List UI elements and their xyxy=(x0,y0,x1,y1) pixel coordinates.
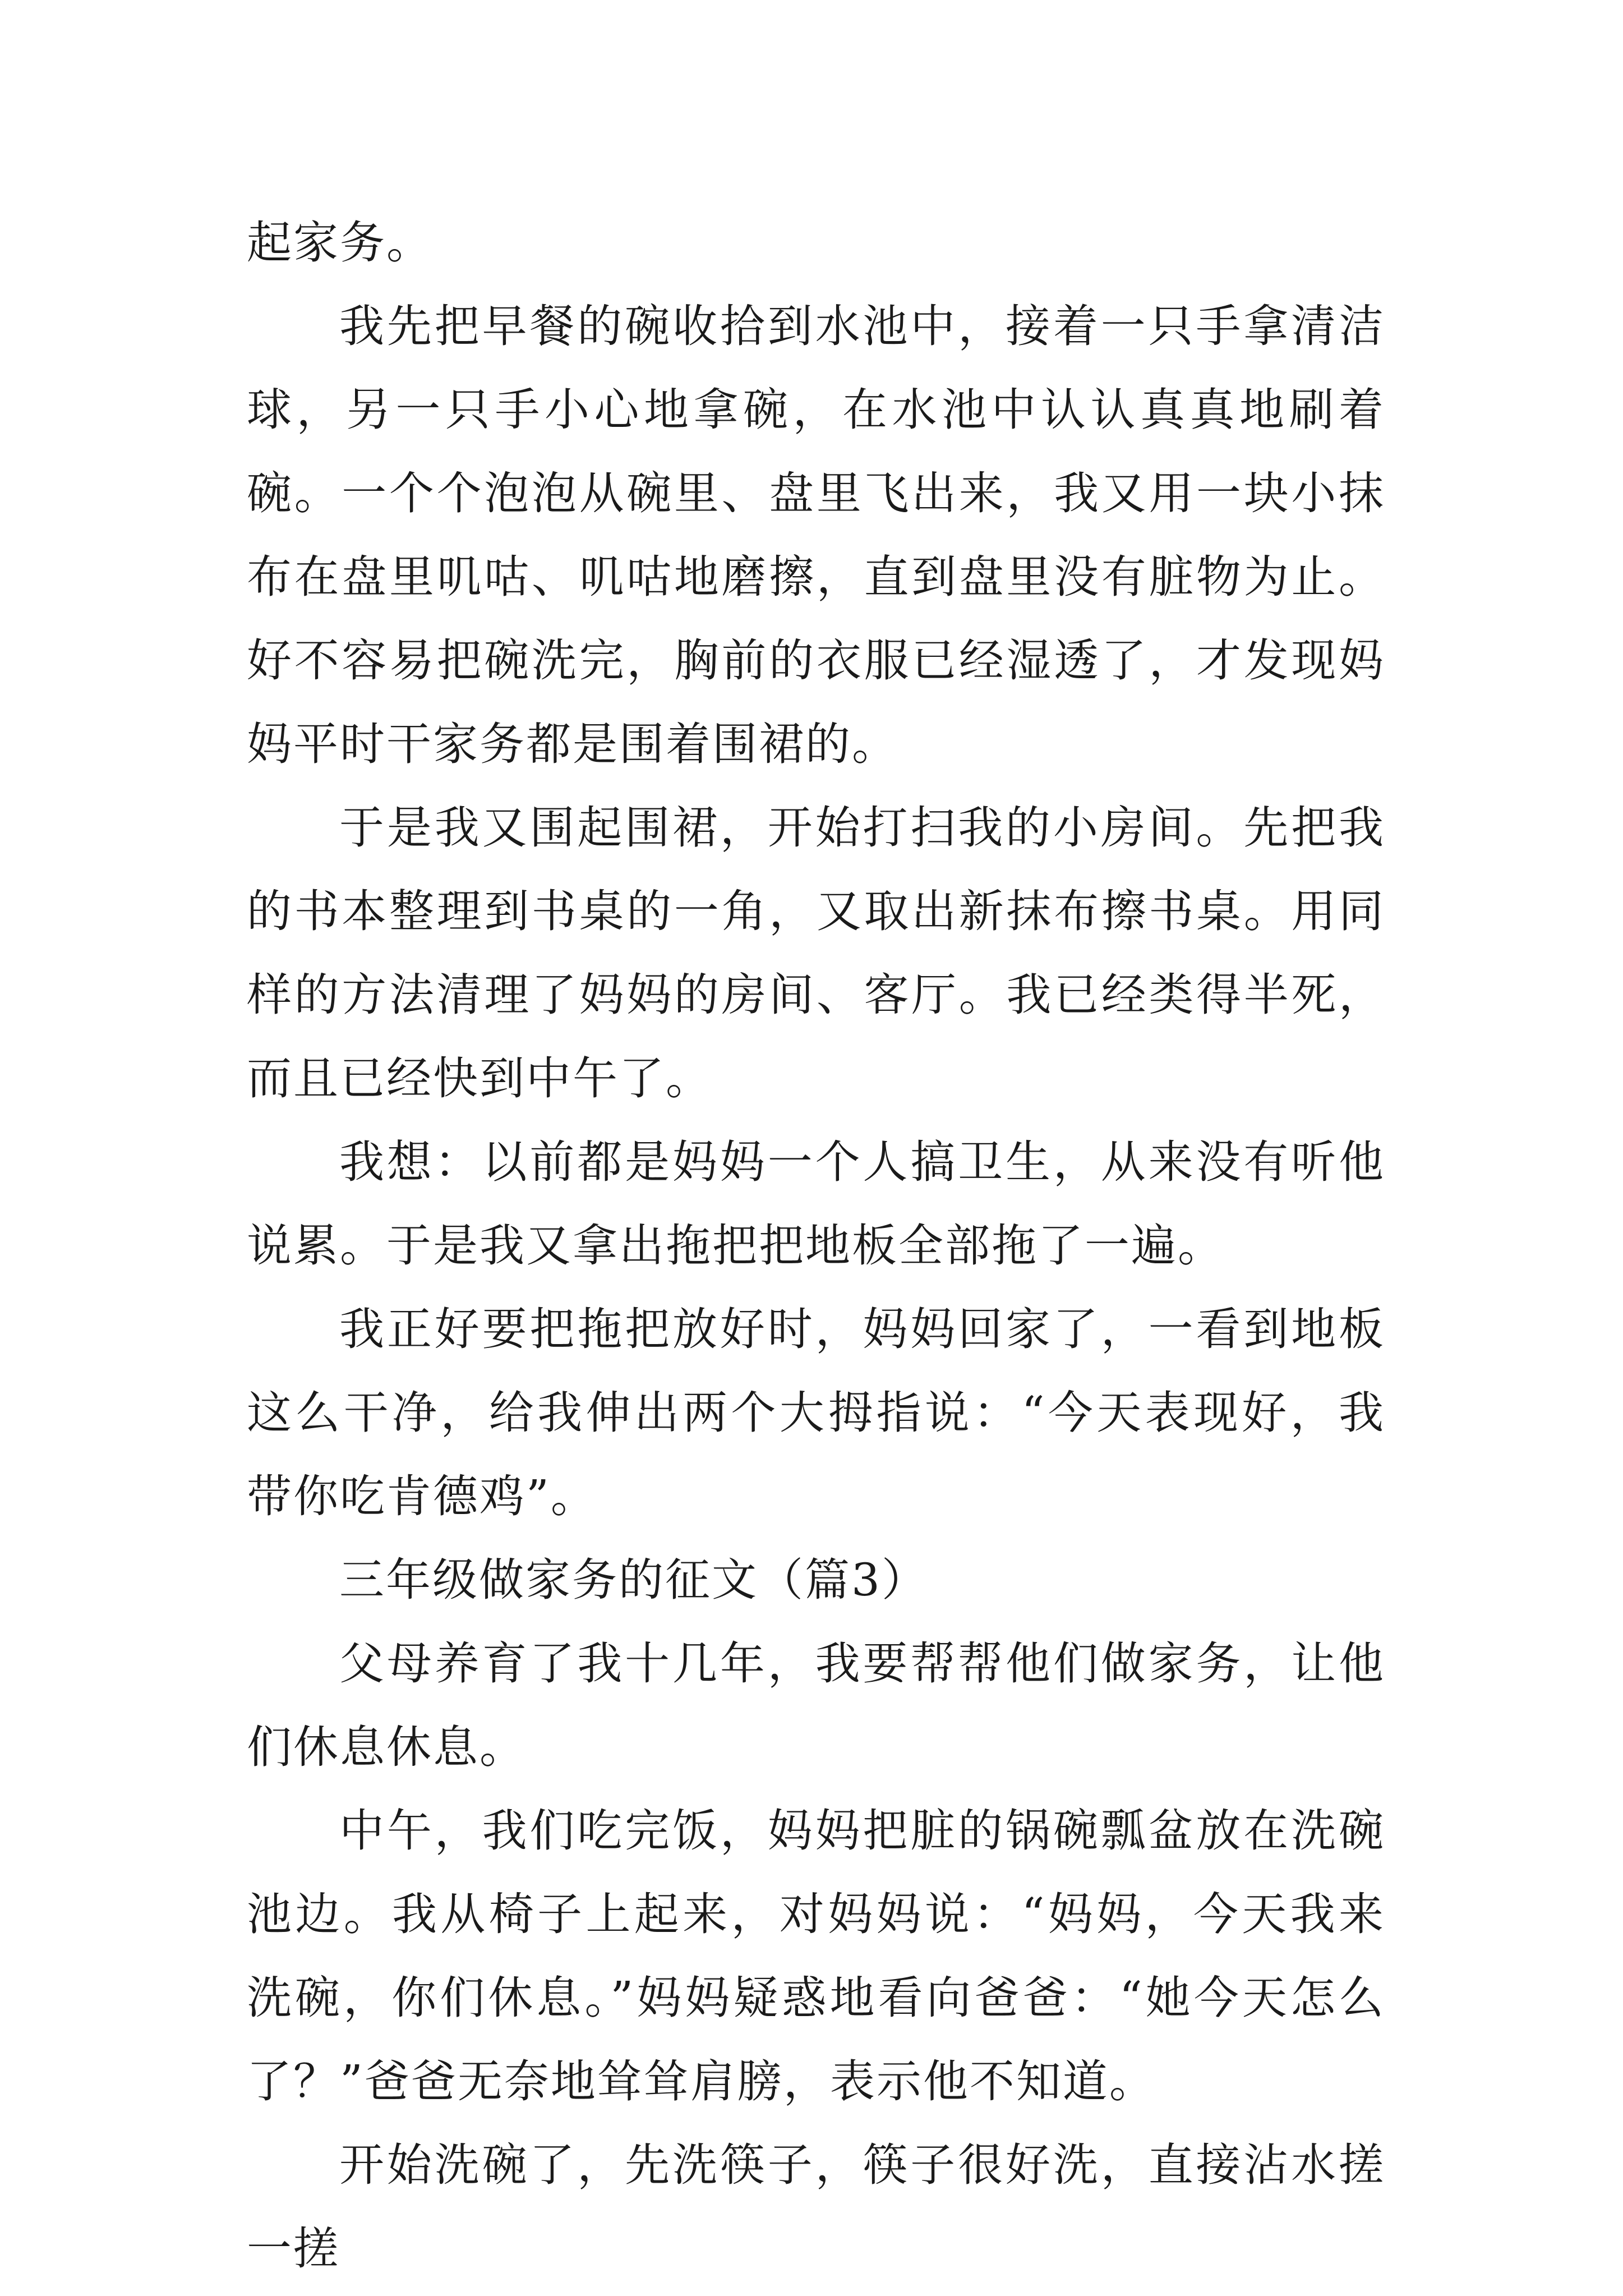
paragraph-1: 起家务。 xyxy=(247,217,433,269)
paragraph-5: 我正好要把拖把放好时，妈妈回家了，一看到地板这么干净，给我伸出两个大拇指说：“今天表现好，我带你吃肯德鸡”。 xyxy=(247,1303,1385,1522)
paragraph-9: 开始洗碗了，先洗筷子，筷子很好洗，直接沾水搓一搓 xyxy=(247,2139,1385,2275)
paragraph-2: 我先把早餐的碗收拾到水池中，接着一只手拿清洁球，另一只手小心地拿碗，在水池中认认真真地刷着碗。一个个泡泡从碗里、盘里飞出来，我又用一块小抹布在盘里叽咕、叽咕地磨擦，直到盘里没有脏物为止。好不容易把碗洗完，胸前的衣服已经湿透了，才发现妈妈平时干家务都是围着围裙的。 xyxy=(247,300,1385,770)
paragraph-4: 我想：以前都是妈妈一个人搞卫生，从来没有听他说累。于是我又拿出拖把把地板全部拖了一遍。 xyxy=(247,1136,1385,1272)
article-body xyxy=(247,201,1385,2290)
paragraph-7: 父母养育了我十几年，我要帮帮他们做家务，让他们休息休息。 xyxy=(247,1637,1385,1773)
paragraph-8: 中午，我们吃完饭，妈妈把脏的锅碗瓢盆放在洗碗池边。我从椅子上起来，对妈妈说：“妈妈，今天我来洗碗，你们休息。”妈妈疑惑地看向爸爸：“她今天怎么了？”爸爸无奈地耸耸肩膀，表示他不知道。 xyxy=(247,1805,1385,2108)
section-heading: 三年级做家务的征文（篇3） xyxy=(339,1554,928,1606)
paragraph-3: 于是我又围起围裙，开始打扫我的小房间。先把我的书本整理到书桌的一角，又取出新抹布擦书桌。用同样的方法清理了妈妈的房间、客厅。我已经类得半死，而且已经快到中午了。 xyxy=(247,802,1385,1105)
